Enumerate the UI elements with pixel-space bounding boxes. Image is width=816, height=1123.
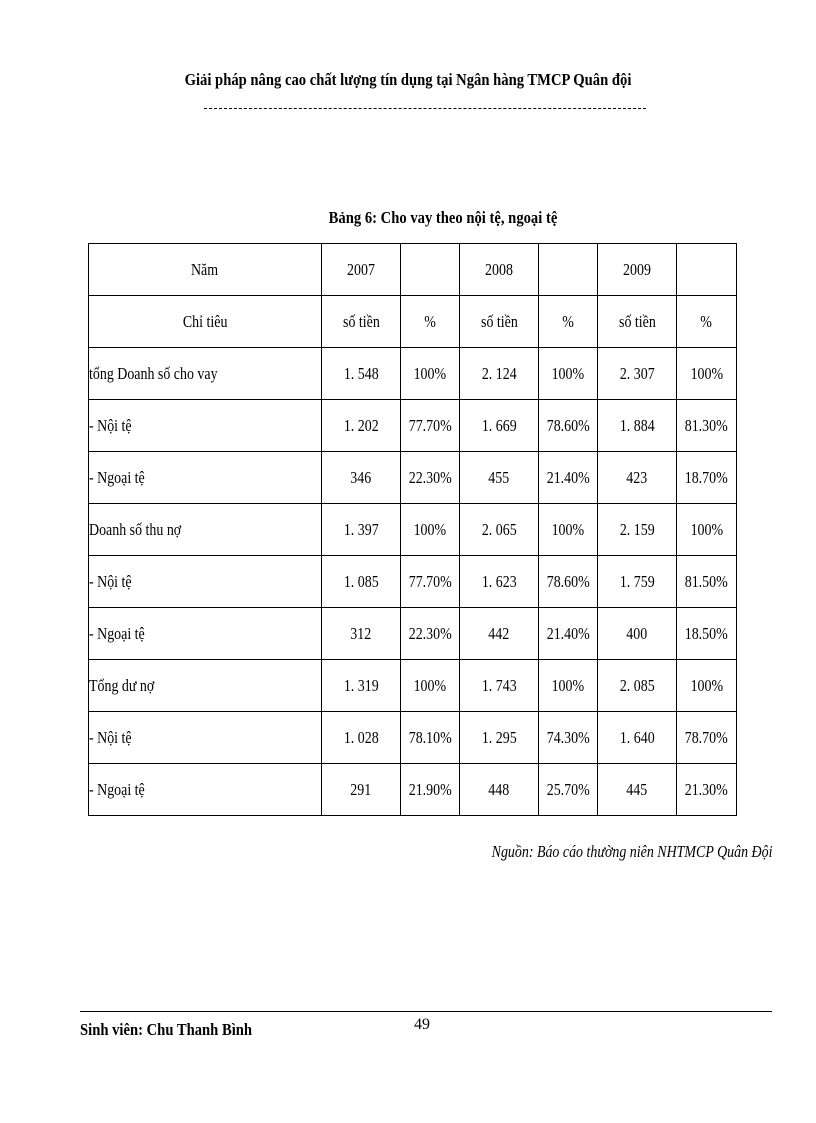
row-label-cell [89,608,322,660]
cell-value: 100% [413,675,447,695]
table-cell [598,660,677,712]
table-cell [401,608,460,660]
table-cell [598,452,677,504]
table-cell [401,244,460,296]
year-header-row [89,244,737,296]
table-cell [401,660,460,712]
footer-student-name: Sinh viên: Chu Thanh Bình [80,1020,253,1039]
table-cell [598,712,677,764]
cell-value: 442 [488,623,510,643]
table-cell [460,348,539,400]
row-label-cell [89,296,322,348]
cell-value: 77.70% [408,571,452,591]
row-label-cell [89,660,322,712]
row-label: Năm [191,259,219,279]
table-cell [677,660,737,712]
table-cell [401,296,460,348]
table-cell [598,556,677,608]
table-cell [677,348,737,400]
cell-value: 2007 [347,259,375,279]
row-label: Tổng dư nợ [89,675,155,695]
table-cell [401,348,460,400]
table-cell [598,348,677,400]
cell-value: 100% [690,519,723,539]
cell-value: % [700,311,713,331]
row-label-cell [89,244,322,296]
table-cell [460,608,539,660]
table-row [89,660,737,712]
cell-value: 2009 [623,259,651,279]
table-row [89,608,737,660]
cell-value: 2008 [485,259,513,279]
table-cell [539,764,598,816]
table-row [89,452,737,504]
table-row [89,764,737,816]
row-label: - Nội tệ [89,415,132,435]
table-cell [677,608,737,660]
cell-value: 1. 759 [619,571,655,591]
cell-value: 2. 085 [619,675,655,695]
cell-value: 291 [350,779,372,799]
table-cell [322,452,401,504]
cell-value: 1. 669 [481,415,517,435]
cell-value: 1. 295 [481,727,517,747]
cell-value: 445 [626,779,648,799]
cell-value: 423 [626,467,648,487]
table-cell [677,452,737,504]
row-label: Chỉ tiêu [182,311,228,331]
row-label-cell [89,452,322,504]
page-number: 49 [414,1016,430,1033]
cell-value: 100% [690,675,723,695]
loan-currency-table [88,243,737,816]
row-label: Doanh số thu nợ [89,519,182,539]
table-row [89,504,737,556]
table-cell [322,764,401,816]
cell-value: 2. 124 [481,363,517,383]
cell-value: 21.90% [408,779,452,799]
cell-value: 100% [551,363,585,383]
table-cell [598,504,677,556]
table-cell [598,764,677,816]
table-cell [460,400,539,452]
cell-value: 22.30% [408,623,452,643]
table-cell [539,556,598,608]
cell-value: 2. 307 [619,363,655,383]
table-cell [598,244,677,296]
cell-value: % [562,311,574,331]
table-cell [677,764,737,816]
table-cell [677,556,737,608]
cell-value: 346 [350,467,372,487]
table-cell [322,244,401,296]
table-cell [539,504,598,556]
row-label-cell [89,712,322,764]
table-cell [539,348,598,400]
table-cell [460,244,539,296]
row-label-cell [89,348,322,400]
table-cell [539,296,598,348]
cell-value: 21.30% [684,779,728,799]
cell-value: số tiền [618,311,656,331]
table-cell [322,348,401,400]
table-cell [539,660,598,712]
cell-value: 1. 397 [343,519,379,539]
table-cell [539,452,598,504]
table-caption: Bảng 6: Cho vay theo nội tệ, ngoại tệ [328,208,558,227]
cell-value: 100% [413,519,447,539]
table-cell [677,504,737,556]
header-divider [204,108,646,109]
cell-value: 400 [626,623,648,643]
footer-divider [80,1011,772,1012]
table-cell [322,712,401,764]
column-header-row [89,296,737,348]
cell-value: 100% [551,675,585,695]
table-row [89,712,737,764]
table-cell [401,764,460,816]
table-cell [460,504,539,556]
table-cell [460,296,539,348]
cell-value: 2. 065 [481,519,517,539]
row-label: - Nội tệ [89,727,132,747]
row-label: - Ngoại tệ [89,623,145,643]
row-label: - Nội tệ [89,571,132,591]
row-label: - Ngoại tệ [89,779,145,799]
row-label: - Ngoại tệ [89,467,145,487]
cell-value: số tiền [342,311,380,331]
table-cell [677,244,737,296]
row-label: tổng Doanh số cho vay [89,363,218,383]
table-cell [401,400,460,452]
cell-value: 2. 159 [619,519,655,539]
cell-value: 455 [488,467,510,487]
table-cell [460,452,539,504]
table-cell [460,556,539,608]
cell-value: 1. 640 [619,727,655,747]
table-cell [401,452,460,504]
table-cell [322,504,401,556]
table-cell [460,712,539,764]
table-cell [401,556,460,608]
page-header-title: Giải pháp nâng cao chất lượng tín dụng tại Ngân hàng TMCP Quân đội [184,70,632,89]
cell-value: 78.60% [546,571,590,591]
cell-value: 18.50% [684,623,728,643]
cell-value: 100% [551,519,585,539]
table-cell [677,400,737,452]
cell-value: 74.30% [546,727,590,747]
cell-value: 21.40% [546,623,590,643]
table-row [89,556,737,608]
table-cell [460,764,539,816]
cell-value: 78.60% [546,415,590,435]
table-cell [539,608,598,660]
table-cell [539,400,598,452]
row-label-cell [89,504,322,556]
table-source: Nguồn: Báo cáo thường niên NHTMCP Quân Đội [491,842,772,861]
table-cell [401,504,460,556]
cell-value: 1. 743 [481,675,517,695]
table-row [89,348,737,400]
cell-value: 1. 884 [619,415,655,435]
cell-value: 21.40% [546,467,590,487]
cell-value: 1. 548 [343,363,379,383]
cell-value: số tiền [480,311,518,331]
row-label-cell [89,556,322,608]
table-cell [539,712,598,764]
table-row [89,400,737,452]
table-cell [322,660,401,712]
cell-value: 77.70% [408,415,452,435]
table-cell [598,400,677,452]
cell-value: 18.70% [684,467,728,487]
row-label-cell [89,764,322,816]
cell-value: 1. 028 [343,727,379,747]
table-cell [539,244,598,296]
cell-value: 312 [350,623,372,643]
table-cell [322,608,401,660]
table-cell [677,296,737,348]
table-cell [598,296,677,348]
cell-value: 78.10% [408,727,452,747]
cell-value: 1. 202 [343,415,379,435]
table-cell [598,608,677,660]
table-cell [322,296,401,348]
table-cell [322,400,401,452]
table-cell [401,712,460,764]
cell-value: 25.70% [546,779,590,799]
row-label-cell [89,400,322,452]
cell-value: 81.50% [684,571,728,591]
cell-value: 1. 623 [481,571,517,591]
table-cell [677,712,737,764]
cell-value: 100% [690,363,723,383]
table-cell [460,660,539,712]
cell-value: 100% [413,363,447,383]
cell-value: % [424,311,436,331]
cell-value: 22.30% [408,467,452,487]
cell-value: 78.70% [684,727,728,747]
cell-value: 1. 085 [343,571,379,591]
cell-value: 1. 319 [343,675,379,695]
cell-value: 81.30% [684,415,728,435]
table-cell [322,556,401,608]
cell-value: 448 [488,779,510,799]
